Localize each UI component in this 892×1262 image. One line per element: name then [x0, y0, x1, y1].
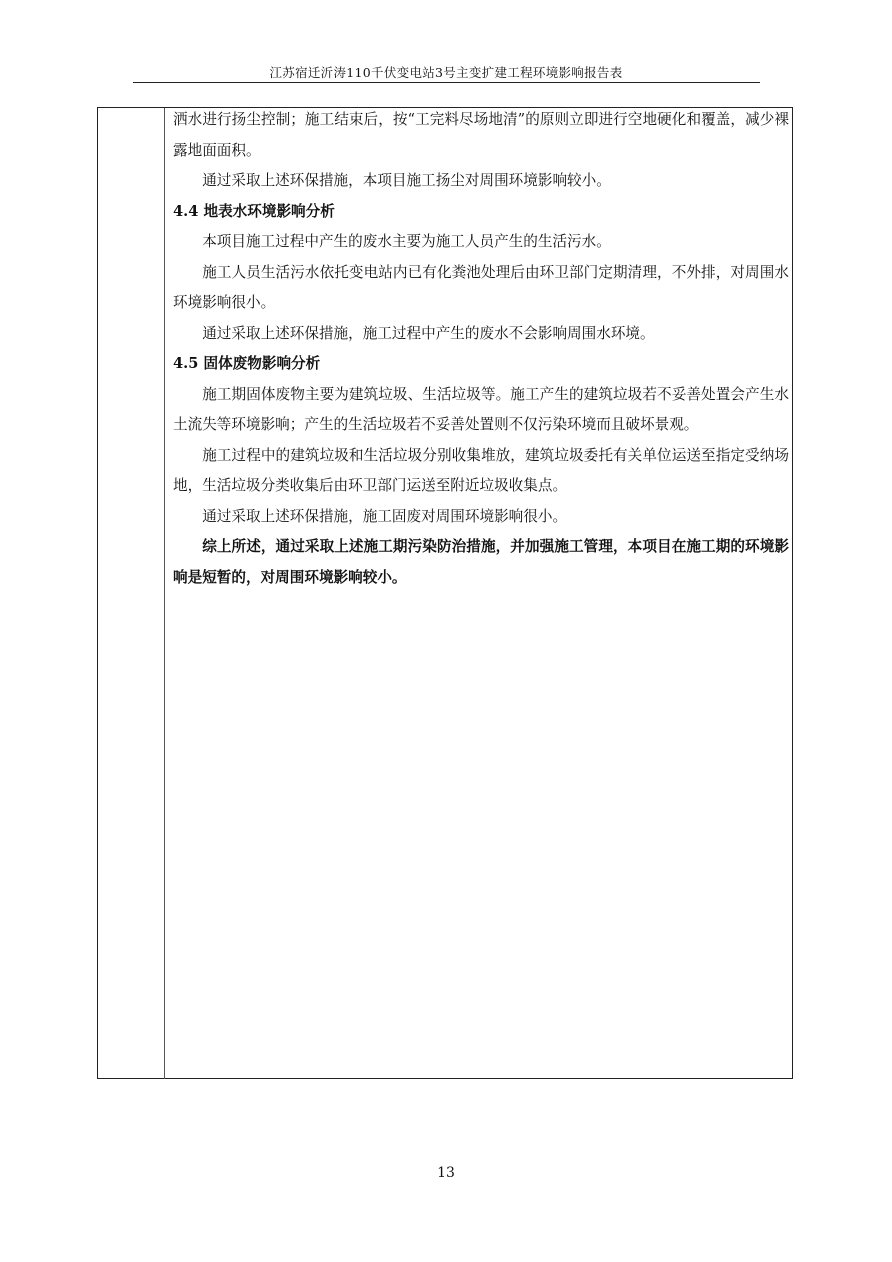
paragraph-wastewater-conclusion: 通过采取上述环保措施，施工过程中产生的废水不会影响周围水环境。	[202, 324, 655, 342]
document-header-title: 江苏宿迁沂涛110千伏变电站3号主变扩建工程环境影响报告表	[269, 65, 623, 80]
paragraph-wastewater-source: 本项目施工过程中产生的废水主要为施工人员产生的生活污水。	[202, 233, 611, 250]
paragraph-wastewater-treatment: 施工人员生活污水依托变电站内已有化粪池处理后由环卫部门定期清理，不外排，对周围水环境影响很小。	[173, 263, 789, 311]
paragraph-dust-control-continued: 洒水进行扬尘控制；施工结束后，按“工完料尽场地清”的原则立即进行空地硬化和覆盖，减少裸露地面面积。	[173, 111, 789, 159]
section-heading-surface-water: 4.4 地表水环境影响分析	[173, 202, 335, 220]
paragraph-solid-waste-types: 施工期固体废物主要为建筑垃圾、生活垃圾等。施工产生的建筑垃圾若不妥善处置会产生水土流失等环境影响；产生的生活垃圾若不妥善处置则不仅污染环境而且破坏景观。	[173, 385, 789, 433]
paragraph-solid-waste-conclusion: 通过采取上述环保措施，施工固废对周围环境影响很小。	[202, 507, 568, 525]
paragraph-dust-conclusion: 通过采取上述环保措施，本项目施工扬尘对周围环境影响较小。	[202, 172, 611, 189]
section-heading-solid-waste: 4.5 固体废物影响分析	[173, 355, 321, 372]
paragraph-summary: 综上所述，通过采取上述施工期污染防治措施，并加强施工管理，本项目在施工期的环境影响是短暂的，对周围环境影响较小。	[173, 538, 789, 586]
paragraph-solid-waste-handling: 施工过程中的建筑垃圾和生活垃圾分别收集堆放，建筑垃圾委托有关单位运送至指定受纳场地，生活垃圾分类收集后由环卫部门运送至附近垃圾收集点。	[173, 446, 789, 494]
page-number: 13	[437, 1165, 455, 1181]
header-rule	[133, 82, 760, 83]
table-content-cell	[173, 105, 789, 593]
table-column-divider	[164, 108, 165, 1079]
